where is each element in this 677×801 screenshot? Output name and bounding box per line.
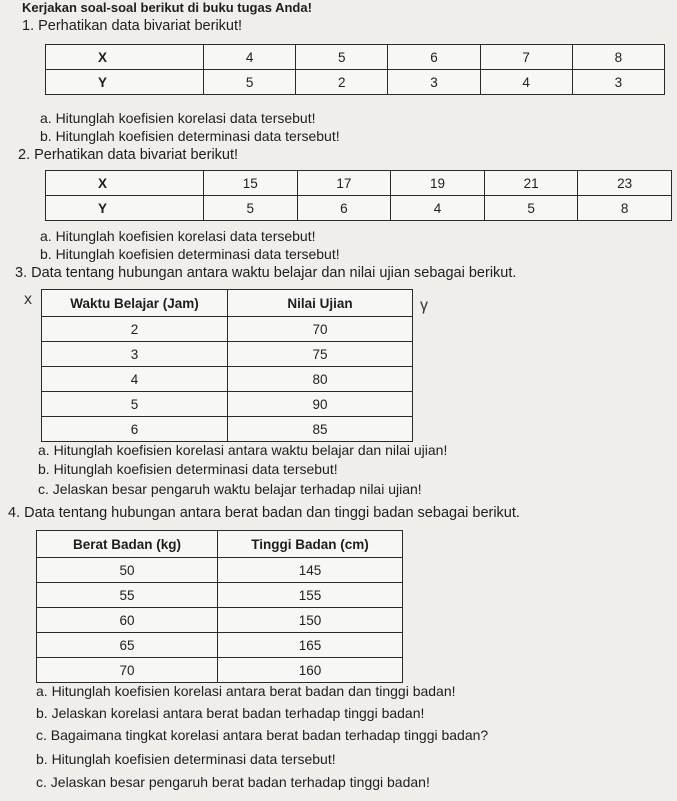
q3-header-cell: Waktu Belajar (Jam) — [42, 290, 228, 317]
q1-x-cell: 5 — [296, 45, 388, 70]
q1-title: 1. Perhatikan data bivariat berikut! — [22, 18, 243, 34]
q2-row-y — [46, 196, 672, 221]
q2-y-cell: 4 — [391, 196, 485, 221]
q2-x-cell: 19 — [391, 171, 485, 196]
q3-cell: 70 — [228, 317, 413, 342]
q2-y-cell: 8 — [578, 196, 672, 221]
q3-item-c: c. Jelaskan besar pengaruh waktu belajar terhadap nilai ujian! — [38, 481, 422, 497]
q4-item-d: b. Hitunglah koefisien determinasi data tersebut! — [36, 751, 336, 767]
q4-cell: 150 — [218, 608, 403, 633]
q2-y-cell: 6 — [297, 196, 391, 221]
q2-item-b: b. Hitunglah koefisien determinasi data tersebut! — [40, 246, 340, 262]
q4-cell: 65 — [37, 633, 218, 658]
q3-cell: 75 — [228, 342, 413, 367]
q4-header-row — [37, 531, 403, 558]
q1-x-cell: 8 — [572, 45, 664, 70]
q4-table-row — [37, 633, 403, 658]
q4-cell: 145 — [218, 558, 403, 583]
q2-item-a: a. Hitunglah koefisien korelasi data tersebut! — [40, 228, 316, 244]
q3-header-cell: Nilai Ujian — [228, 290, 413, 317]
q3-table-row — [42, 392, 413, 417]
q3-table-row — [42, 417, 413, 442]
q1-x-cell: 6 — [388, 45, 480, 70]
q3-cell: 80 — [228, 367, 413, 392]
q2-y-cell: 5 — [204, 196, 298, 221]
q3-cell: 85 — [228, 417, 413, 442]
q3-cell: 5 — [42, 392, 228, 417]
q4-item-e: c. Jelaskan besar pengaruh berat badan terhadap tinggi badan! — [36, 774, 430, 790]
q4-title: 4. Data tentang hubungan antara berat badan dan tinggi badan sebagai berikut. — [8, 505, 520, 521]
q1-y-cell: 4 — [480, 70, 572, 95]
q3-item-b: b. Hitunglah koefisien determinasi data tersebut! — [38, 461, 338, 477]
q4-item-c: c. Bagaimana tingkat korelasi antara berat badan terhadap tinggi badan? — [36, 727, 489, 743]
q2-x-cell: 15 — [204, 171, 298, 196]
q4-table-row — [37, 658, 403, 683]
handwritten-x-mark: x — [24, 291, 32, 308]
q1-y-label: Y — [46, 70, 204, 95]
q3-item-a: a. Hitunglah koefisien korelasi antara waktu belajar dan nilai ujian! — [38, 442, 448, 458]
q4-header-cell: Berat Badan (kg) — [37, 531, 218, 558]
q3-cell: 90 — [228, 392, 413, 417]
q2-x-label: X — [46, 171, 204, 196]
q2-x-cell: 21 — [484, 171, 578, 196]
q3-data-table — [41, 289, 413, 442]
q1-y-cell: 2 — [296, 70, 388, 95]
q4-cell: 50 — [37, 558, 218, 583]
q1-bivariate-table — [45, 44, 665, 95]
q4-table-row — [37, 558, 403, 583]
q1-item-b: b. Hitunglah koefisien determinasi data tersebut! — [40, 128, 340, 144]
q4-cell: 70 — [37, 658, 218, 683]
q3-table-row — [42, 367, 413, 392]
q4-cell: 155 — [218, 583, 403, 608]
q3-header-row — [42, 290, 413, 317]
q4-cell: 165 — [218, 633, 403, 658]
q2-y-cell: 5 — [484, 196, 578, 221]
q2-title: 2. Perhatikan data bivariat berikut! — [18, 147, 239, 163]
q4-cell: 60 — [37, 608, 218, 633]
q2-x-cell: 17 — [297, 171, 391, 196]
q3-cell: 2 — [42, 317, 228, 342]
q4-item-a: a. Hitunglah koefisien korelasi antara berat badan dan tinggi badan! — [36, 683, 456, 699]
q3-cell: 4 — [42, 367, 228, 392]
q3-cell: 3 — [42, 342, 228, 367]
q1-row-x — [46, 45, 665, 70]
q1-item-a: a. Hitunglah koefisien korelasi data tersebut! — [40, 110, 316, 126]
handwritten-y-mark: γ — [420, 297, 428, 314]
q2-bivariate-table — [45, 170, 672, 221]
q4-cell: 160 — [218, 658, 403, 683]
q1-y-cell: 3 — [388, 70, 480, 95]
q1-x-cell: 4 — [204, 45, 296, 70]
q1-y-cell: 3 — [572, 70, 664, 95]
q3-table-row — [42, 342, 413, 367]
q2-y-label: Y — [46, 196, 204, 221]
q2-row-x — [46, 171, 672, 196]
q3-table-row — [42, 317, 413, 342]
instruction-header: Kerjakan soal-soal berikut di buku tugas Anda! — [22, 0, 312, 15]
q4-table-row — [37, 583, 403, 608]
q1-row-y — [46, 70, 665, 95]
q4-table-row — [37, 608, 403, 633]
q4-item-b: b. Jelaskan korelasi antara berat badan terhadap tinggi badan! — [36, 705, 425, 721]
q3-title: 3. Data tentang hubungan antara waktu belajar dan nilai ujian sebagai berikut. — [15, 265, 517, 281]
q4-cell: 55 — [37, 583, 218, 608]
q1-x-label: X — [46, 45, 204, 70]
q1-x-cell: 7 — [480, 45, 572, 70]
q1-y-cell: 5 — [204, 70, 296, 95]
q4-data-table — [36, 530, 403, 683]
q4-header-cell: Tinggi Badan (cm) — [218, 531, 403, 558]
q2-x-cell: 23 — [578, 171, 672, 196]
q3-cell: 6 — [42, 417, 228, 442]
